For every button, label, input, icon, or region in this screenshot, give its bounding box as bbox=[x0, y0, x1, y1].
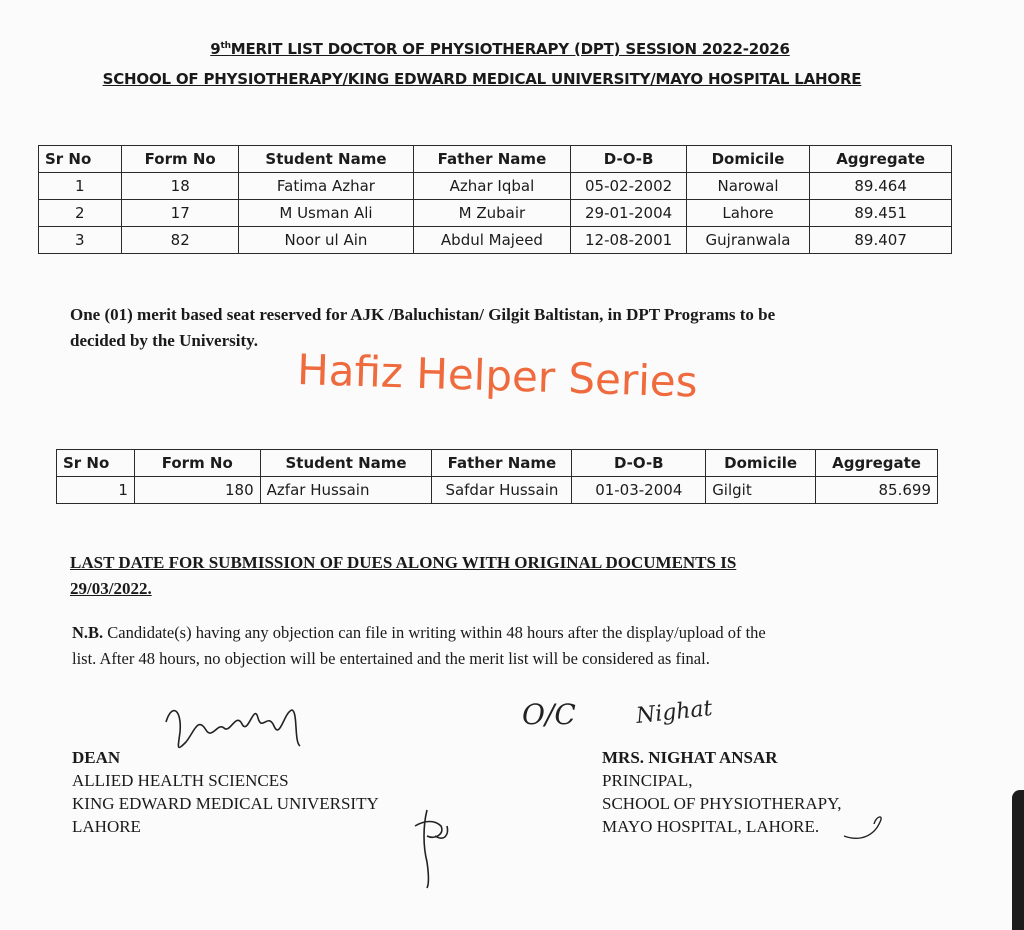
merit-list-title: 9thMERIT LIST DOCTOR OF PHYSIOTHERAPY (DPT) SESSION 2022-2026 bbox=[210, 40, 790, 58]
cell-student-name: Noor ul Ain bbox=[239, 227, 413, 254]
institution-title: SCHOOL OF PHYSIOTHERAPY/KING EDWARD MEDICAL UNIVERSITY/MAYO HOSPITAL LAHORE bbox=[102, 70, 862, 88]
cell-aggregate: 89.451 bbox=[810, 200, 952, 227]
cell-father-name: Abdul Majeed bbox=[413, 227, 571, 254]
cell-form-no: 82 bbox=[122, 227, 239, 254]
cell-student-name: Fatima Azhar bbox=[239, 173, 413, 200]
table-header-row bbox=[39, 146, 952, 173]
cell-father-name: M Zubair bbox=[413, 200, 571, 227]
principal-hospital: MAYO HOSPITAL, LAHORE. bbox=[602, 817, 820, 836]
col-student-name: Student Name bbox=[260, 450, 432, 477]
principal-school: SCHOOL OF PHYSIOTHERAPY, bbox=[602, 794, 842, 813]
watermark-text: Hafiz Helper Series bbox=[296, 345, 699, 407]
dean-dept: ALLIED HEALTH SCIENCES bbox=[72, 771, 289, 790]
nb-text: Candidate(s) having any objection can file in writing within 48 hours after the display/upload of the bbox=[107, 623, 766, 642]
cell-dob: 05-02-2002 bbox=[571, 173, 686, 200]
nb-label: N.B. bbox=[72, 623, 104, 642]
last-date-value: 29/03/2022. bbox=[70, 579, 152, 598]
reserved-note-line: decided by the University. bbox=[70, 331, 258, 350]
col-domicile: Domicile bbox=[686, 146, 809, 173]
cell-domicile: Gujranwala bbox=[686, 227, 809, 254]
cell-aggregate: 89.464 bbox=[810, 173, 952, 200]
last-date-notice bbox=[70, 550, 736, 602]
reserved-seat-note bbox=[70, 302, 775, 354]
dean-title: DEAN bbox=[72, 748, 121, 767]
handwritten-oc: O/C bbox=[522, 698, 576, 731]
dean-university: KING EDWARD MEDICAL UNIVERSITY bbox=[72, 794, 379, 813]
cell-sr-no: 3 bbox=[39, 227, 122, 254]
table-header-row bbox=[57, 450, 938, 477]
dean-signature bbox=[158, 682, 308, 772]
handwritten-nighat: Nighat bbox=[634, 696, 714, 729]
cell-aggregate: 85.699 bbox=[816, 477, 938, 504]
cell-aggregate: 89.407 bbox=[810, 227, 952, 254]
merit-table-main bbox=[38, 145, 952, 254]
col-sr-no: Sr No bbox=[57, 450, 135, 477]
table-row bbox=[57, 477, 938, 504]
col-father-name: Father Name bbox=[432, 450, 572, 477]
cell-domicile: Narowal bbox=[686, 173, 809, 200]
cell-student-name: Azfar Hussain bbox=[260, 477, 432, 504]
initials-signature bbox=[405, 806, 455, 890]
nb-line bbox=[72, 620, 766, 646]
principal-title: PRINCIPAL, bbox=[602, 771, 693, 790]
scan-edge-shadow bbox=[1012, 790, 1024, 930]
dean-city: LAHORE bbox=[72, 817, 141, 836]
cell-student-name: M Usman Ali bbox=[239, 200, 413, 227]
merit-table-reserved bbox=[56, 449, 938, 504]
col-form-no: Form No bbox=[134, 450, 260, 477]
col-aggregate: Aggregate bbox=[816, 450, 938, 477]
col-dob: D-O-B bbox=[571, 146, 686, 173]
cell-dob: 29-01-2004 bbox=[571, 200, 686, 227]
cell-sr-no: 2 bbox=[39, 200, 122, 227]
col-aggregate: Aggregate bbox=[810, 146, 952, 173]
table-row bbox=[39, 227, 952, 254]
cell-father-name: Azhar Iqbal bbox=[413, 173, 571, 200]
signatory-principal bbox=[602, 746, 841, 838]
last-date-line: LAST DATE FOR SUBMISSION OF DUES ALONG WITH ORIGINAL DOCUMENTS IS bbox=[70, 553, 737, 572]
cell-domicile: Lahore bbox=[686, 200, 809, 227]
principal-name: MRS. NIGHAT ANSAR bbox=[602, 748, 778, 767]
nb-line: list. After 48 hours, no objection will be entertained and the merit list will be considered as final. bbox=[72, 649, 710, 668]
principal-flourish bbox=[840, 806, 890, 846]
cell-dob: 01-03-2004 bbox=[572, 477, 706, 504]
cell-sr-no: 1 bbox=[57, 477, 135, 504]
col-father-name: Father Name bbox=[413, 146, 571, 173]
reserved-note-line: One (01) merit based seat reserved for AJK /Baluchistan/ Gilgit Baltistan, in DPT Programs to be bbox=[70, 305, 776, 324]
cell-form-no: 18 bbox=[122, 173, 239, 200]
cell-sr-no: 1 bbox=[39, 173, 122, 200]
col-dob: D-O-B bbox=[572, 450, 706, 477]
cell-dob: 12-08-2001 bbox=[571, 227, 686, 254]
cell-domicile: Gilgit bbox=[706, 477, 816, 504]
col-sr-no: Sr No bbox=[39, 146, 122, 173]
col-student-name: Student Name bbox=[239, 146, 413, 173]
table-row bbox=[39, 173, 952, 200]
table-row bbox=[39, 200, 952, 227]
cell-father-name: Safdar Hussain bbox=[432, 477, 572, 504]
cell-form-no: 180 bbox=[134, 477, 260, 504]
nb-notice bbox=[72, 620, 766, 672]
cell-form-no: 17 bbox=[122, 200, 239, 227]
col-domicile: Domicile bbox=[706, 450, 816, 477]
col-form-no: Form No bbox=[122, 146, 239, 173]
